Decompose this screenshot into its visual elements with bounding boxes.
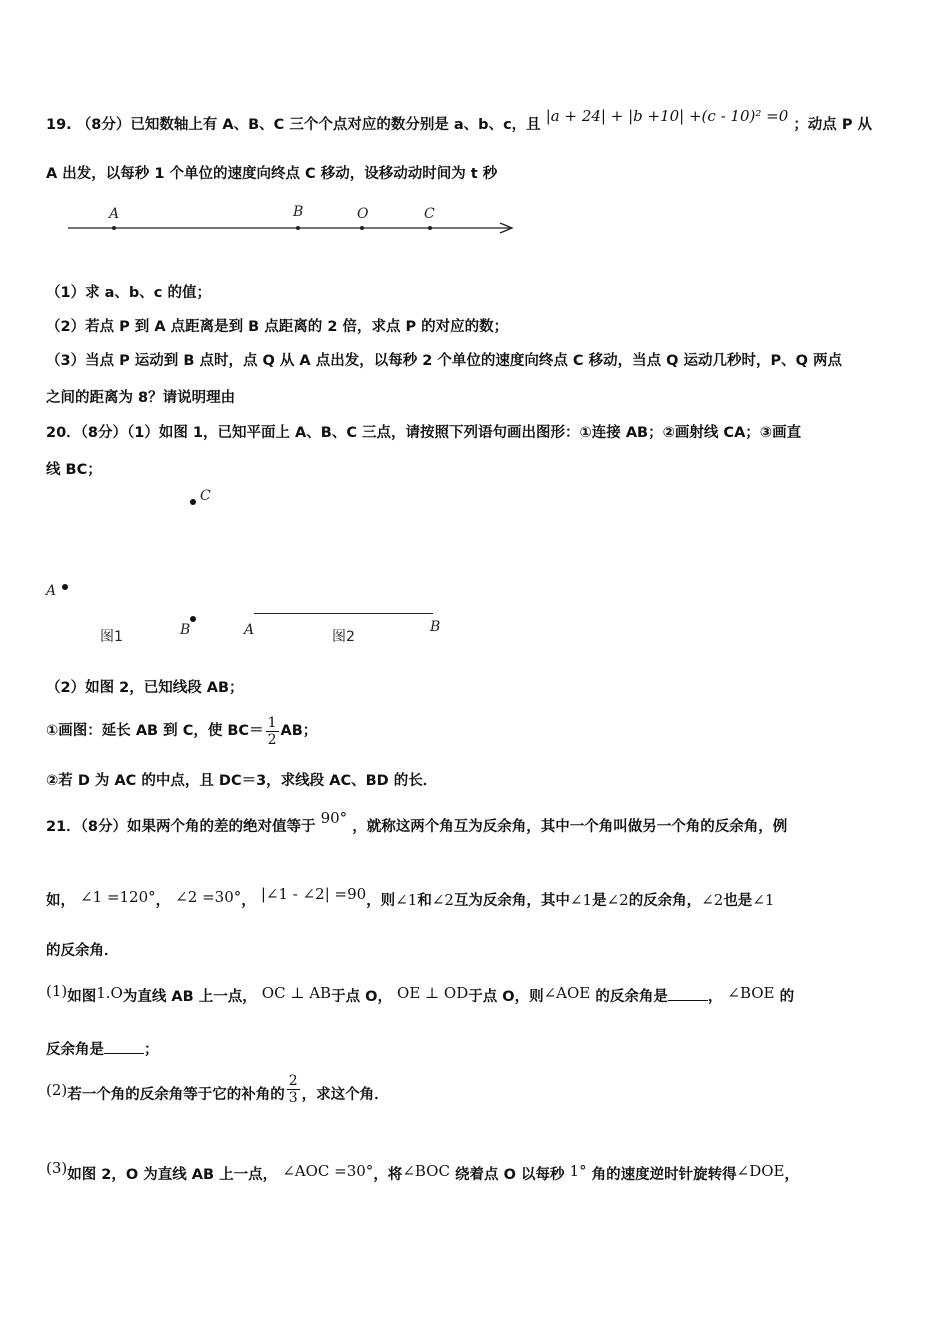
q21-p2-b: ，求这个角．: [301, 1087, 389, 1103]
q21-l1-post: ，就称这两个角互为反余角，其中一个角叫做另一个角的反余角，例: [352, 819, 788, 835]
q21-p1-m5: ∠BOE: [727, 984, 775, 1002]
q21-part3: [46, 1159, 799, 1185]
q21-p1-c: 于点 O，: [331, 989, 392, 1005]
q21-p3-m1: ∠AOC =30°: [282, 1162, 374, 1180]
fig1-point-b: [190, 616, 196, 622]
q21-p2-marker: (2): [46, 1081, 68, 1099]
fig1-point-c: [190, 499, 196, 505]
q21-part1-line1: [46, 982, 795, 1007]
q21-l2-t2: ∠1: [395, 891, 418, 909]
q19-sub3b: 之间的距离为 8？请说明理由: [46, 390, 236, 406]
fraction-numerator: 2: [288, 1072, 298, 1089]
q20-item2: ②若 D 为 AC 的中点，且 DC＝3，求线段 AC、BD 的长．: [46, 773, 438, 789]
q19-sub3a: （3）当点 P 运动到 B 点时，点 Q 从 A 点出发，以每秒 2 个单位的速度向终点 C 移动，当点 Q 运动几秒时，P、Q 两点: [46, 353, 843, 369]
q21-l2-t12: ∠1: [752, 891, 775, 909]
fraction-one-half: [266, 715, 279, 748]
q20-line1: 20．（8分）（1）如图 1，已知平面上 A、B、C 三点，请按照下列语句画出图形：①连接 AB；②画射线 CA；③画直: [46, 425, 802, 441]
q19-sub1: （1）求 a、b、c 的值；: [46, 285, 211, 301]
point-o-tick: [360, 226, 364, 230]
fraction-numerator: 1: [267, 714, 277, 731]
q21-p1-m4: ∠AOE: [543, 984, 591, 1002]
q21-l2-m3: |∠1 - ∠2| =90: [260, 885, 367, 903]
q21-p3-marker: (3): [46, 1159, 68, 1177]
q21-l2-t9: 的反余角，: [628, 893, 702, 909]
fraction-denominator: 2: [267, 731, 277, 748]
q21-p1-m2: OC ⊥ AB: [261, 984, 332, 1002]
q21-p3-b: ，将: [373, 1167, 403, 1183]
answer-blank-aoe[interactable]: [668, 986, 708, 1001]
axis-label-o: O: [357, 206, 369, 222]
q21-p3-m3: 1°: [569, 1162, 587, 1180]
fig1-point-a: [62, 584, 68, 590]
q21-l2-pre: 如，: [46, 893, 75, 909]
q21-l2-t7: 是: [592, 893, 607, 909]
q19-equation: |a + 24| + |b +10| +(c - 10)² =0: [545, 107, 789, 125]
q21-l2-t4: ∠2: [431, 891, 454, 909]
point-c-tick: [428, 226, 432, 230]
point-a-tick: [112, 226, 116, 230]
q21-l2-t10: ∠2: [701, 891, 724, 909]
q21-l1-pre: 21．（8分）如果两个角的差的绝对值等于: [46, 819, 316, 835]
fraction-two-thirds: [287, 1073, 300, 1106]
q21-p3-e: ，: [784, 1167, 799, 1183]
q21-p3-d: 角的速度逆时针旋转得: [591, 1167, 737, 1183]
fig1-label-c: C: [200, 488, 211, 504]
fig2-segment-ab: [254, 613, 433, 614]
q19-score: （8分）: [76, 117, 131, 133]
q19-number: 19.: [46, 117, 72, 133]
q20-item1-pre: ①画图：延长 AB 到 C，使 BC＝: [46, 723, 264, 739]
q21-p1-d: 于点 O，则: [468, 989, 544, 1005]
q21-p1-l2-end: ；: [144, 1042, 159, 1058]
q20-sub2: （2）如图 2，已知线段 AB；: [46, 680, 244, 696]
answer-blank-boe[interactable]: [104, 1039, 144, 1054]
q21-p3-m2: ∠BOC: [402, 1162, 450, 1180]
fig1-label-b: B: [180, 622, 191, 638]
q21-p3-a: 如图 2，O 为直线 AB 上一点，: [67, 1167, 278, 1183]
q21-p1-marker: (1): [46, 982, 68, 1000]
fig2-caption: 图2: [332, 629, 355, 645]
q21-l2-t8: ∠2: [606, 891, 629, 909]
q21-p3-m4: ∠DOE: [736, 1162, 785, 1180]
q21-l2-t6: ∠1: [569, 891, 593, 909]
q21-l2-t1: ，则: [366, 893, 396, 909]
q21-l2-m1: ∠1 =120°: [80, 888, 156, 906]
q21-p1-e: 的反余角是: [595, 989, 668, 1005]
q20-item1: [46, 712, 317, 750]
q21-line2: 如， ∠1 =120°， ∠2 =30°， |∠1 - ∠2| =90，则∠1和∠2互为反余角，其中∠1是∠2的反余角，∠2也是∠1: [46, 885, 775, 909]
q21-l2-m2: ∠2 =30°: [175, 888, 242, 906]
q21-l2-t11: 也是: [723, 893, 753, 909]
q19-line1: [46, 107, 873, 135]
q21-part1-line2: [46, 1039, 159, 1060]
q21-line1: [46, 809, 788, 837]
fig1-caption: 图1: [100, 629, 123, 645]
q21-part2: [46, 1074, 389, 1115]
q19-sub2: （2）若点 P 到 A 点距离是到 B 点距离的 2 倍，求点 P 的对应的数；: [46, 319, 509, 335]
q21-p1-m3: OE ⊥ OD: [397, 984, 469, 1002]
number-line-figure: [60, 204, 530, 244]
q21-line3: 的反余角．: [46, 943, 119, 959]
q20-line2: 线 BC；: [46, 462, 102, 478]
q21-p1-b: 为直线 AB 上一点，: [122, 989, 257, 1005]
q21-p1-a: 如图: [67, 989, 97, 1005]
q19-line2: A 出发，以每秒 1 个单位的速度向终点 C 移动，设移动动时间为 t 秒: [46, 166, 498, 182]
axis-label-a: A: [109, 206, 120, 222]
q19-text-a: 已知数轴上有 A、B、C 三个个点对应的数分别是 a、b、c，且: [130, 117, 541, 133]
q21-p1-f: ，: [707, 989, 723, 1005]
q21-p1-g: 的: [779, 989, 795, 1005]
q20-item1-post: AB；: [280, 723, 318, 739]
q21-p3-c: 绕着点 O 以每秒: [455, 1167, 565, 1183]
fig2-label-a: A: [244, 622, 255, 638]
q21-p1-m1: 1.O: [96, 984, 123, 1002]
fig1-label-a: A: [46, 583, 57, 599]
q19-text-b: ；动点 P 从: [793, 117, 873, 133]
axis-label-c: C: [424, 206, 435, 222]
q21-p2-a: 若一个角的反余角等于它的补角的: [67, 1087, 285, 1103]
point-b-tick: [296, 226, 300, 230]
q21-l1-math: 90°: [320, 809, 348, 827]
axis-label-b: B: [293, 204, 304, 220]
fig2-label-b: B: [430, 619, 441, 635]
q21-l2-t3: 和: [417, 893, 432, 909]
q21-p1-l2: 反余角是: [46, 1042, 104, 1058]
q21-l2-t5: 互为反余角，其中: [453, 893, 570, 909]
fraction-denominator: 3: [288, 1089, 298, 1106]
